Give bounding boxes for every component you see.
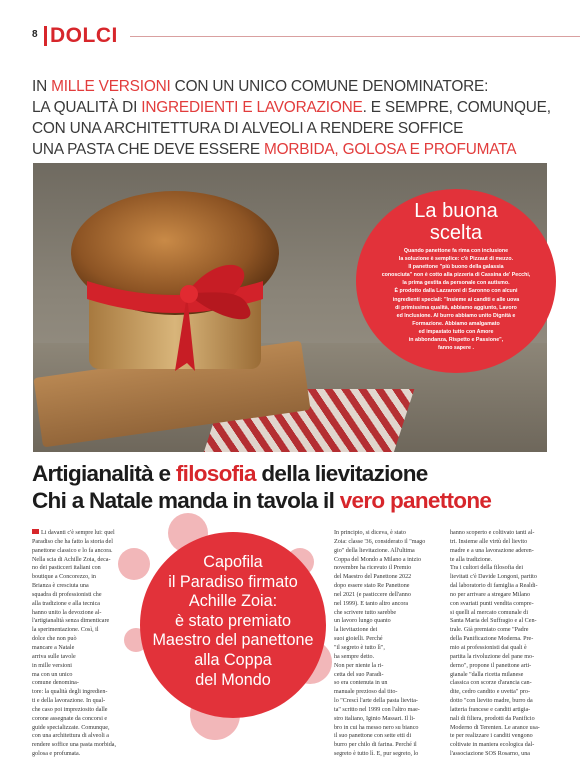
text-segment: . E SEMPRE, COMUNQUE, xyxy=(362,99,551,116)
text-segment: CON UNA ARCHITETTURA DI ALVEOLI A RENDERE SOFFICE xyxy=(32,120,464,137)
article-line: che scrivere tutto sarebbe xyxy=(334,609,397,616)
article-line: trale. Già premiato come "Padre xyxy=(450,627,529,634)
article-line: Zoia: classe '36, considerato il "mago xyxy=(334,538,426,545)
intro-line xyxy=(32,76,562,97)
article-line: manuale prezioso dal tito- xyxy=(334,689,398,696)
article-line: il suo panettone con sette etti di xyxy=(334,733,412,740)
text-segment: della lievitazione xyxy=(255,461,428,486)
article-line: Nella scia di Achille Zoia, deca- xyxy=(32,556,111,563)
article-line: del Maestro del Panettone 2022 xyxy=(334,574,412,581)
sidebar-line: ingredienti speciali: "Insieme ai canditi e alle uova xyxy=(392,296,520,303)
article-line: boutique a Concorezzo, in xyxy=(32,574,96,581)
pull-quote-line: il Paradiso firmato xyxy=(168,572,298,591)
panettone-illustration xyxy=(67,181,282,381)
article-line: coltivate in maniera ecologica dal- xyxy=(450,742,535,749)
article-line: rendere soffice una pasta morbida, xyxy=(32,742,116,749)
article-line: un lavoro lungo quanto xyxy=(334,618,391,625)
article-line: burro per chilo di farina. Perché il xyxy=(334,742,417,749)
article-line: si quelli al mercato comunale di xyxy=(450,609,529,616)
article-line: Moderno di Terenten. Le arance usa- xyxy=(450,724,540,731)
intro-line xyxy=(32,139,562,160)
sidebar-line: in abbondanza, Rispetto e Passione", xyxy=(408,337,504,344)
pull-quote xyxy=(140,553,326,690)
sidebar-title xyxy=(356,200,556,244)
article-line: te alla tradizione. xyxy=(450,556,493,563)
article-line: lo "Crescì l'arte della pasta lievita- xyxy=(334,698,418,705)
article-line: in mille versioni xyxy=(32,662,72,669)
intro-line xyxy=(32,118,562,139)
sidebar-line: ed Inclusione. Al burro abbiamo unito Dignità e xyxy=(396,312,516,319)
article-line: no per arrivare a stregare Milano xyxy=(450,591,531,598)
article-line: In principio, si diceva, è stato xyxy=(334,530,406,536)
article-line: la sperimentazione. Così, il xyxy=(32,627,99,634)
article-column-3 xyxy=(334,529,444,759)
article-line: Paradiso che ha fatto la storia del xyxy=(32,538,113,545)
intro-line xyxy=(32,97,562,118)
article-headline xyxy=(32,460,562,514)
page-number: 8 xyxy=(32,29,38,40)
pull-quote-line: Maestro del panettone xyxy=(152,631,314,650)
article-line: hanno scoperto e coltivato tanti al- xyxy=(450,530,535,536)
article-line: dolce che non può xyxy=(32,636,77,643)
article-line: tri. Insieme alle virtù del lievito xyxy=(450,538,528,545)
article-line: latteria francese e canditi artigia- xyxy=(450,706,531,713)
sidebar-line: di primissima qualità, abbiamo aggiunto, Lavoro xyxy=(395,304,517,311)
article-line: che caso poi impreziosito dalle xyxy=(32,706,108,713)
article-line: dal laboratorio di famiglia a Realdi- xyxy=(450,583,538,590)
article-line: partita la rivoluzione del pane mo- xyxy=(450,653,535,660)
article-line: arriva sulle tavole xyxy=(32,653,76,660)
sidebar-title-line: scelta xyxy=(429,222,483,244)
text-segment: CON UN UNICO COMUNE DENOMINATORE: xyxy=(170,78,489,95)
article-column-4 xyxy=(450,529,562,759)
headline-line xyxy=(32,487,562,514)
headline-line xyxy=(32,460,562,487)
article-line: guide specializzate. Comunque, xyxy=(32,724,110,731)
article-line: lievitati c'è Davide Longoni, partito xyxy=(450,574,537,581)
article-line: nel 1999). E tanto altro ancora xyxy=(334,600,409,607)
article-line: Non per niente la ri- xyxy=(334,662,384,669)
article-line: ma con un unico xyxy=(32,671,73,678)
article-line: classica con scorze d'arancia can- xyxy=(450,680,532,687)
article-line: gianale "dalla ricetta milanese xyxy=(450,671,524,678)
article-column-1 xyxy=(32,529,130,759)
article-line: con una architettura di alveoli a xyxy=(32,733,109,740)
text-segment: LA QUALITÀ DI xyxy=(32,99,142,116)
article-line: stro italiano, Iginio Massari. Il li- xyxy=(334,715,416,722)
highlight-text: MORBIDA, GOLOSA E PROFUMATA xyxy=(264,141,517,158)
article-line: l'artigianalità senza dimenticare xyxy=(32,618,110,625)
article-line: no dei pasticceri italiani con xyxy=(32,565,101,572)
pull-quote-line: alla Coppa xyxy=(194,650,272,669)
sidebar-line: conosciuta" non è cotto alla pizzeria di Cassina de' Pecchi, xyxy=(381,272,531,279)
article-line: mancare a Natale xyxy=(32,644,75,651)
pull-quote-circle xyxy=(140,532,326,718)
article-line: madre e a una lavorazione aderen- xyxy=(450,547,534,554)
article-line: mio ai professionisti dai quali è xyxy=(450,644,527,651)
text-segment: Artigianalità e xyxy=(32,461,176,486)
article-line: corone assegnate da concorsi e xyxy=(32,715,108,722)
article-line: dite, cedro candito e uvetta" pro- xyxy=(450,689,530,696)
sidebar-line: la soluzione è semplice: c'è Pizzaut di mezzo. xyxy=(398,256,514,263)
highlight-text: filosofia xyxy=(175,461,256,486)
text-segment: UNA PASTA CHE DEVE ESSERE xyxy=(32,141,264,158)
sidebar-line: Il panettone "più buono della galassia xyxy=(408,264,504,271)
article-line: gio" della lievitazione. All'ultima xyxy=(334,547,415,554)
article-start-marker xyxy=(32,529,39,534)
article-line: la lievitazione dei xyxy=(334,627,378,634)
text-segment: Chi a Natale manda in tavola il xyxy=(32,488,340,513)
article-line: segreto è tutto lì. E, pur segreto, lo xyxy=(334,751,419,758)
article-line: con svariati punti vendita compre- xyxy=(450,600,534,607)
article-line: della Panificazione Moderna. Pre- xyxy=(450,636,534,643)
sidebar-line: la prima gestita da personale con autismo. xyxy=(402,280,510,287)
article-line: derno", propone il panettone arti- xyxy=(450,662,532,669)
highlight-text: vero panettone xyxy=(339,488,492,513)
sidebar-title-line: La buona xyxy=(414,200,498,222)
article-line: "il segreto è tutto lì", xyxy=(334,644,385,651)
article-line: nali di filiera, prodotti da Panificio xyxy=(450,715,535,722)
article-line: Coppa del Mondo a Milano a inizio xyxy=(334,556,421,563)
sidebar-bubble xyxy=(356,189,556,373)
article-line: ta" scritto nel 1999 con l'altro mae- xyxy=(334,706,420,713)
section-title: DOLCI xyxy=(50,24,118,47)
article-line: golosa e profumata. xyxy=(32,751,81,758)
article-line: panettone classico e lo fa ancora. xyxy=(32,547,113,554)
pull-quote-line: è stato premiato xyxy=(174,611,292,630)
article-line: squadra di professionisti che xyxy=(32,591,102,598)
article-line: novembre ha ricevuto il Premio xyxy=(334,565,412,572)
article-line: ti e della lavorazione. In qual- xyxy=(32,698,106,705)
sidebar-line: ed impastato tutto con Amore xyxy=(418,328,494,335)
sidebar-body xyxy=(370,247,542,352)
article-line: ha sempre detto. xyxy=(334,653,375,660)
article-line: dopo essere stato Re Panettone xyxy=(334,583,410,590)
article-line: Li davanti c'è sempre lui: quel xyxy=(32,529,130,538)
article-line: hanno unito la devozione al- xyxy=(32,609,102,616)
article-line: nel 2021 (e pasticcere dell'anno xyxy=(334,591,411,598)
article-line: comune denomina- xyxy=(32,680,79,687)
sidebar-line: fanno sapere . xyxy=(438,345,474,352)
text-segment: IN xyxy=(32,78,52,95)
intro-deck xyxy=(32,76,562,160)
article-line: te per realizzare i canditi vengono xyxy=(450,733,533,740)
highlight-text: INGREDIENTI E LAVORAZIONE xyxy=(141,99,363,116)
article-line: cetta del suo Paradi- xyxy=(334,671,384,678)
pull-quote-line: Capofila xyxy=(203,553,263,571)
pull-quote-line: del Mondo xyxy=(195,670,271,689)
article-line: so era contenuta in un xyxy=(334,680,388,687)
header-divider xyxy=(130,36,580,37)
section-marker xyxy=(44,26,47,46)
sidebar-line: Quando panettone fa rima con inclusione xyxy=(403,248,509,254)
article-line: Tra i cultori della filosofia dei xyxy=(450,565,524,572)
highlight-text: MILLE VERSIONI xyxy=(51,78,171,95)
article-line: Santa Maria del Suffragio e al Cen- xyxy=(450,618,537,625)
pull-quote-line: Achille Zoia: xyxy=(188,592,278,611)
article-line: Brianza è cresciuta una xyxy=(32,583,89,590)
article-line: suoi gioielli. Perché xyxy=(334,636,383,643)
article-line: alla tradizione e alla tecnica xyxy=(32,600,101,607)
sidebar-line: È prodotto dalla Lazzaroni di Saronno con alcuni xyxy=(394,288,518,295)
article-line: l'associazione SOS Rosarno, una xyxy=(450,751,530,758)
article-line: bro in cui ha messo nero su bianco xyxy=(334,724,419,731)
article-line: tore: la qualità degli ingredien- xyxy=(32,689,108,696)
article-line: dotto "con lievito madre, burro da xyxy=(450,698,533,705)
sidebar-line: Formazione. Abbiamo amalgamato xyxy=(412,320,500,327)
